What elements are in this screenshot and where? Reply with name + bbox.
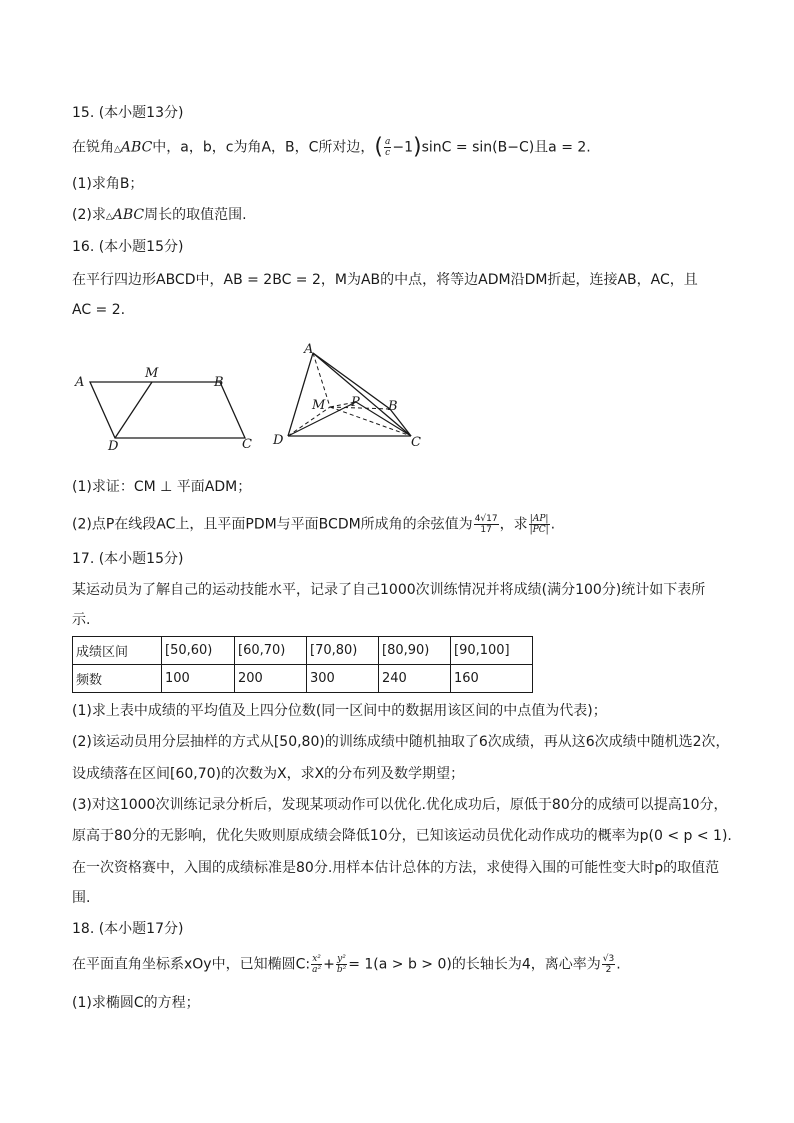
table-cell: [60,70) [235,637,307,665]
label-C: C [411,435,421,450]
label-B: B [388,399,398,414]
q17-header: 17. (本小题15分) [72,551,184,567]
q17-part3-line4: 围. [72,890,91,906]
label-M: M [145,366,159,381]
q17-part3-line3: 在一次资格赛中，入围的成绩标准是80分.用样本估计总体的方法，求使得入围的可能性变大时p的取值范 [72,860,720,876]
triangle-symbol: △ [114,144,121,155]
table-cell: 频数 [73,665,162,693]
q17-part3-line2: 原高于80分的无影响，优化失败则原成绩会降低10分，已知该运动员优化动作成功的概率为p(0 < p < 1). [72,828,732,844]
q18-header: 18. (本小题17分) [72,921,184,937]
q18-part1: (1)求椭圆C的方程； [72,995,200,1011]
table-cell: [80,90) [379,637,451,665]
table-cell: 200 [235,665,307,693]
q15-header: 15. (本小题13分) [72,105,184,121]
eccentricity-fraction: $\frac{√3}{2}$ [602,954,615,975]
q16-header: 16. (本小题15分) [72,239,184,255]
parallelogram-figure [70,362,260,452]
q18-stem: 在平面直角坐标系xOy中，已知椭圆C: $\frac{\text{x²}}{\text{a²}}$ + $\frac{\text{y²}}{\text{b²}}$ = 1(a > b > 0)的长轴长为4，离心率为 $\frac{√3}{2}$ . [72,954,621,975]
q15-stem: 在锐角△ABC中，a，b，c为角A，B，C所对边，( $\frac{a}{c}$ −1)sinC = sin(B−C)且a = 2. [72,134,591,160]
table-cell: 300 [307,665,379,693]
q17-part1: (1)求上表中成绩的平均值及上四分位数(同一区间中的数据用该区间的中点值为代表)； [72,703,607,719]
q15-fraction: $\frac{a}{c}$ [385,137,391,158]
q17-part2-line1: (2)该运动员用分层抽样的方式从[50,80)的训练成绩中随机抽取了6次成绩，再从这6次成绩中随机选2次， [72,734,730,750]
q16-stem-line1: 在平行四边形ABCD中，AB = 2BC = 2，M为AB的中点，将等边ADM沿DM折起，连接AB，AC，且 [72,272,698,288]
table-row [73,637,533,665]
q16-part1: (1)求证：CM ⊥ 平面ADM； [72,479,252,495]
q15-stem-c: −1 [392,139,414,156]
label-M: M [312,398,326,413]
table-cell: 成绩区间 [73,637,162,665]
cos-fraction: $\frac{4√17}{17}$ [474,514,498,535]
q16-stem-line2: AC = 2. [72,302,126,318]
q15-stem-a: 在锐角 [72,139,114,156]
table-cell: [50,60) [162,637,235,665]
table-cell: [90,100] [451,637,533,665]
table-cell: 100 [162,665,235,693]
q17-stem-line1: 某运动员为了解自己的运动技能水平，记录了自己1000次训练情况并将成绩(满分100分)统计如下表所 [72,582,706,598]
q17-part2-line2: 设成绩落在区间[60,70)的次数为X，求X的分布列及数学期望； [72,766,465,782]
q16-part2: (2)点P在线段AC上，且平面PDM与平面BCDM所成角的余弦值为 $\frac{4√17}{17}$ ，求 $\frac{|AP|}{|PC|}$ . [72,514,556,535]
x-fraction: $\frac{\text{x²}}{\text{a²}}$ [312,954,322,975]
label-P: P [351,395,360,410]
label-C: C [242,437,252,452]
table-cell: 160 [451,665,533,693]
y-fraction: $\frac{\text{y²}}{\text{b²}}$ [336,954,347,975]
q17-part3-line1: (3)对这1000次训练记录分析后，发现某项动作可以优化.优化成功后，原低于80分的成绩可以提高10分， [72,797,728,813]
q15-stem-d: sinC = sin(B−C)且a = 2. [421,139,591,156]
table-cell: [70,80) [307,637,379,665]
label-D: D [273,433,284,448]
q15-part1: (1)求角B； [72,176,144,192]
table-row [73,665,533,693]
q15-abc: ABC [120,139,153,156]
ratio-fraction: $\frac{|AP|}{|PC|}$ [529,514,549,535]
label-D: D [108,439,119,452]
table-cell: 240 [379,665,451,693]
label-B: B [214,375,224,390]
q15-part2: (2)求△ABC周长的取值范围. [72,207,247,223]
frequency-table [72,636,533,693]
q17-stem-line2: 示. [72,612,91,628]
folded-pyramid-figure [268,338,433,450]
label-A: A [304,342,314,357]
label-A: A [75,375,85,390]
q15-stem-b: 中，a，b，c为角A，B，C所对边， [152,139,375,156]
